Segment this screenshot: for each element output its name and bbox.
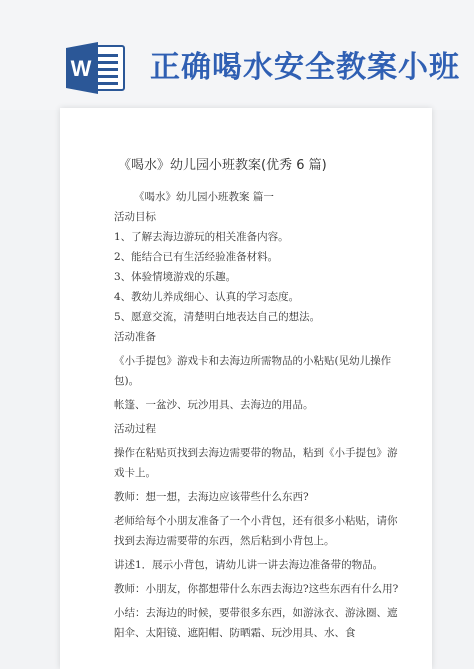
list-item: 活动目标 <box>114 211 156 223</box>
paragraph: 帐篷、一盆沙、玩沙用具、去海边的用品。 <box>114 399 314 411</box>
list-item: 2、能结合已有生活经验准备材料。 <box>114 251 279 263</box>
paragraph: 讲述1．展示小背包，请幼儿讲一讲去海边准备带的物品。 <box>114 559 384 571</box>
paragraph: 《小手提包》游戏卡和去海边所需物品的小粘贴(见幼儿操作包)。 <box>114 355 392 387</box>
paragraph: 小结：去海边的时候，要带很多东西，如游泳衣、游泳圈、遮阳伞、太阳镜、遮阳帽、防晒霜、玩沙用具、水、食 <box>114 607 398 639</box>
word-icon <box>66 40 126 96</box>
svg-text:W: W <box>70 56 92 81</box>
document-content <box>114 154 406 643</box>
paragraph: 老师给每个小朋友准备了一个小背包，还有很多小粘贴，请你找到去海边需要带的东西，然后粘到小背包上。 <box>114 515 398 547</box>
paragraph: 操作在粘贴页找到去海边需要带的物品，粘到《小手提包》游戏卡上。 <box>114 447 398 479</box>
list-item: 1、了解去海边游玩的相关准备内容。 <box>114 231 289 243</box>
list-item: 3、体验情境游戏的乐趣。 <box>114 271 237 283</box>
section-title: 《喝水》幼儿园小班教案 篇一 <box>134 191 274 203</box>
paragraph: 教师：小朋友，你都想带什么东西去海边?这些东西有什么用? <box>114 583 399 595</box>
document-page <box>60 108 432 669</box>
paragraph: 活动过程 <box>114 423 156 435</box>
list-item: 活动准备 <box>114 331 156 343</box>
document-heading: 《喝水》幼儿园小班教案(优秀 6 篇) <box>118 158 327 173</box>
paragraph: 教师：想一想，去海边应该带些什么东西? <box>114 491 309 503</box>
list-item: 4、教幼儿养成细心、认真的学习态度。 <box>114 291 300 303</box>
header-banner <box>0 0 474 110</box>
page-title: 正确喝水安全教案小班 <box>150 50 460 85</box>
list-item: 5、愿意交流，清楚明白地表达自己的想法。 <box>114 311 321 323</box>
